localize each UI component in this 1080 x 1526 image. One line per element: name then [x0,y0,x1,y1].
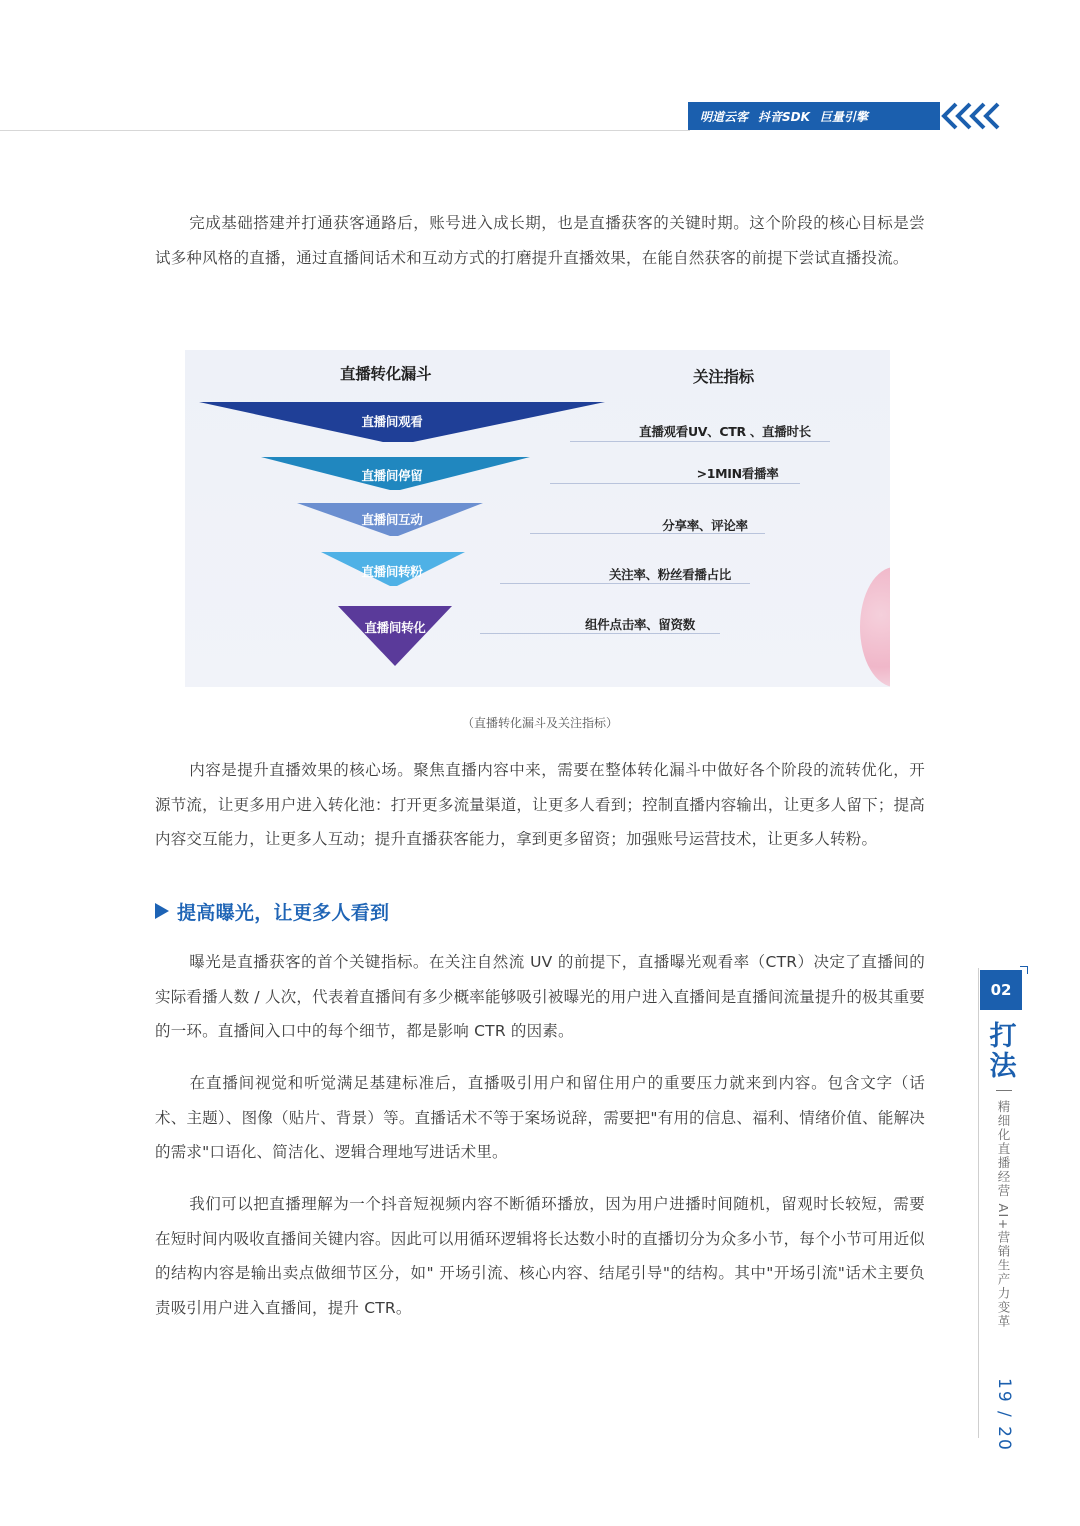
body-paragraph-5: 我们可以把直播理解为一个抖音短视频内容不断循环播放，因为用户进播时间随机，留观时长较短，需要在短时间内吸收直播间关键内容。因此可以用循环逻辑将长达数小时的直播切分为众多小节，每个小节可用近似的结构内容是输出卖点做细节区分，如" 开场引流、核心内容、结尾引导"的结构。其中"开场引流"话术主要负责吸引用户进入直播间，提升 CTR。 [155,1195,925,1317]
metric-5: 组件点击率、留资数 [585,617,695,632]
chapter-title: 打法 [989,1021,1017,1082]
body-paragraph-4: 在直播间视觉和听觉满足基建标准后，直播吸引用户和留住用户的重要压力就来到内容。包含文字（话术、主题）、图像（贴片、背景）等。直播话术不等于案场说辞，需要把"有用的信息、福利、情绪价值、能解决的需求"口语化、简洁化、逻辑合理地写进话术里。 [155,1074,925,1161]
chapter-number: 02 [980,970,1022,1010]
metric-underline-2 [550,483,800,484]
funnel-label-2: 直播间停留 [361,468,423,483]
chevrons-icon [940,102,1002,130]
metric-underline-1 [570,441,830,442]
funnel-title: 直播转化漏斗 [340,365,432,383]
metrics-title: 关注指标 [693,368,754,386]
header-rule [0,130,690,131]
metric-underline-3 [530,533,765,534]
body-paragraph-3: 曝光是直播获客的首个关键指标。在关注自然流 UV 的前提下，直播曝光观看率（CTR）决定了直播间的实际看播人数 / 人次，代表着直播间有多少概率能够吸引被曝光的用户进入直播间是直播间流量提升的极其重要的一环。直播间入口中的每个细节，都是影响 CTR 的因素。 [155,953,925,1040]
funnel-label-3: 直播间互动 [361,512,423,527]
brand-logo-mingdao: 明道云客 [700,109,749,124]
metric-underline-4 [500,583,750,584]
funnel-figure [185,350,890,687]
figure-caption: （直播转化漏斗及关注指标） [461,716,618,730]
funnel-label-4: 直播间转粉 [361,564,423,579]
body-paragraph-2: 内容是提升直播效果的核心场。聚焦直播内容中来，需要在整体转化漏斗中做好各个阶段的流转优化，开源节流，让更多用户进入转化池：打开更多流量渠道，让更多人看到；控制直播内容输出，让更多人留下；提高内容交互能力，让更多人互动；提升直播获客能力，拿到更多留资；加强账号运营技术，让更多人转粉。 [155,761,925,848]
metric-3: 分享率、评论率 [662,518,748,533]
brand-bar [688,102,940,130]
brand-logo-douyin-sdk: 抖音SDK [758,109,810,124]
funnel-label-1: 直播间观看 [361,414,423,429]
sidebar-rule [978,968,979,1438]
funnel-label-5: 直播间转化 [364,620,426,635]
section-title: 提高曝光，让更多人看到 [177,901,390,924]
chapter-subtitle: 精细化直播经营 AI+营销生产力变革 [996,1100,1011,1329]
metric-4: 关注率、粉丝看播占比 [608,567,731,582]
body-paragraph-1: 完成基础搭建并打通获客通路后，账号进入成长期，也是直播获客的关键时期。这个阶段的核心目标是尝试多种风格的直播，通过直播间话术和互动方式的打磨提升直播效果，在能自然获客的前提下尝试直播投流。 [155,214,925,267]
metric-underline-5 [480,633,720,634]
metric-1: 直播观看UV、CTR 、直播时长 [639,424,811,439]
chapter-divider [996,1090,1012,1091]
funnel-stage-5 [338,606,452,666]
play-triangle-icon [155,903,169,919]
page-number: 19 / 20 [994,1378,1014,1452]
brand-logo-oceanengine: 巨量引擎 [819,109,868,124]
metric-2: >1MIN看播率 [696,466,779,481]
section-heading [155,896,389,926]
